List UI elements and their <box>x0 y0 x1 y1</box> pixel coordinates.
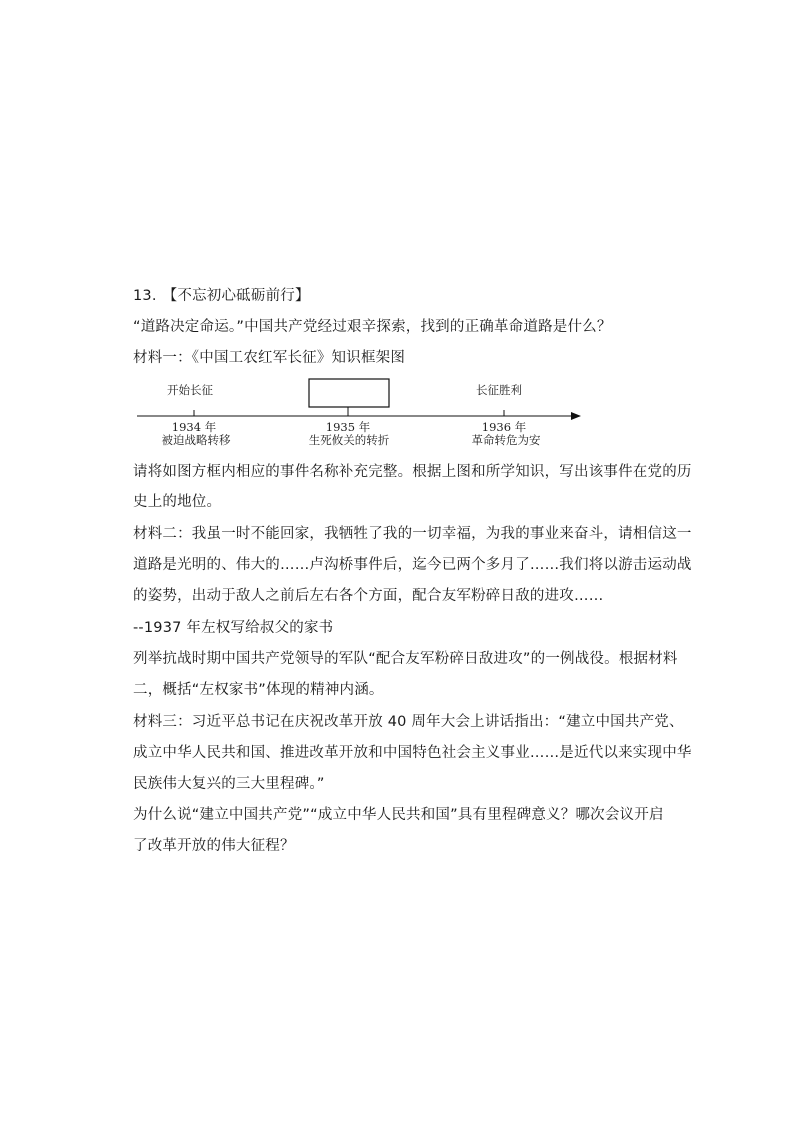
timeline-desc-1934: 被迫战略转移 <box>161 433 231 447</box>
timeline-label-end: 长征胜利 <box>476 383 522 397</box>
timeline-desc-1936: 革命转危为安 <box>471 433 541 447</box>
timeline-desc-1935: 生死攸关的转折 <box>308 433 390 447</box>
material1-label: 材料一：《中国工农红军长征》知识框架图 <box>133 350 406 366</box>
material2-line: 的姿势，出动于敌人之前后左右各个方面，配合友军粉碎日敌的进攻…… <box>133 588 604 604</box>
long-march-timeline <box>133 372 593 458</box>
question-header <box>133 286 310 306</box>
question-number: 13. <box>133 288 157 304</box>
material1-question-line: 请将如图方框内相应的事件名称补充完整。根据上图和所学知识，写出该事件在党的历 <box>133 464 692 480</box>
material2-question-line: 列举抗战时期中国共产党领导的军队“配合友军粉碎日敌进攻”的一例战役。根据材料 <box>133 651 678 667</box>
material3-line: 材料三：习近平总书记在庆祝改革开放 40 周年大会上讲话指出：“建立中国共产党、 <box>133 714 684 730</box>
timeline-year-1935: 1935 年 <box>325 420 371 434</box>
material3-question-line: 了改革开放的伟大征程？ <box>133 838 295 854</box>
material3-line: 成立中华人民共和国、推进改革开放和中国特色社会主义事业……是近代以来实现中华 <box>133 745 692 761</box>
answer-blank-box <box>309 379 389 407</box>
timeline-label-start: 开始长征 <box>167 383 213 397</box>
timeline-year-1934: 1934 年 <box>171 420 217 434</box>
question-lead: “道路决定命运。”中国共产党经过艰辛探索，找到的正确革命道路是什么？ <box>133 319 612 335</box>
material2-question-line: 二，概括“左权家书”体现的精神内涵。 <box>133 682 384 698</box>
timeline-year-1936: 1936 年 <box>481 420 527 434</box>
material1-question-line: 史上的地位。 <box>133 494 222 510</box>
material3-line: 民族伟大复兴的三大里程碑。” <box>133 776 325 792</box>
timeline-arrowhead <box>571 412 581 420</box>
material2-source: --1937 年左权写给叔父的家书 <box>133 620 334 636</box>
material2-line: 材料二：我虽一时不能回家，我牺牲了我的一切幸福，为我的事业来奋斗，请相信这一 <box>133 526 692 542</box>
question-title: 【不忘初心砥砺前行】 <box>162 288 310 304</box>
material3-question-line: 为什么说“建立中国共产党”“成立中华人民共和国”具有里程碑意义？哪次会议开启 <box>133 807 664 823</box>
material2-line: 道路是光明的、伟大的……卢沟桥事件后，迄今已两个多月了……我们将以游击运动战 <box>133 557 692 573</box>
